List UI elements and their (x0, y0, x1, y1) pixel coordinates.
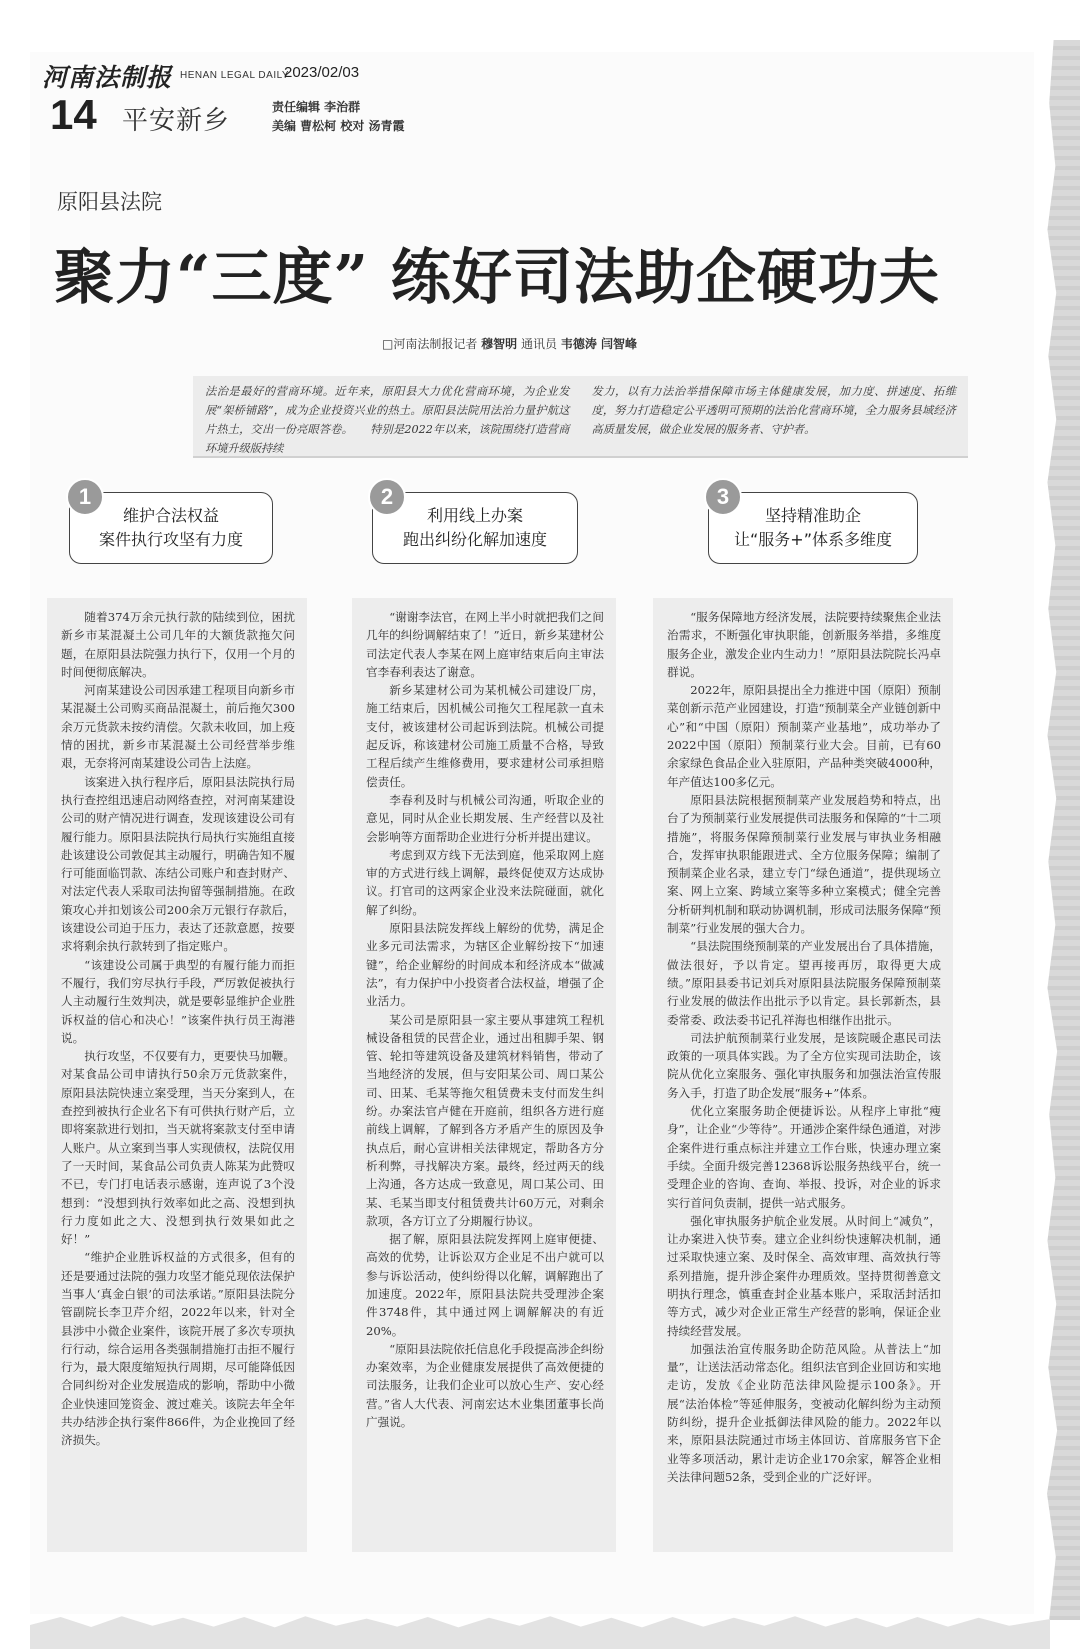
paragraph: 新乡某建材公司为某机械公司建设厂房，施工结束后，因机械公司拖欠工程尾款一直未支付，被该建材公司起诉到法院。机械公司提起反诉，称该建材公司施工质量不合格，导致工程后续产生维修费用，要求建材公司承担赔偿责任。 (366, 683, 604, 789)
article-byline (382, 335, 637, 352)
section-title-line2: 跑出纠纷化解加速度 (402, 530, 547, 549)
paragraph: 优化立案服务助企便捷诉讼。从程序上审批“瘦身”，让企业“少等待”。开通涉企案件绿色通道，对涉企案件进行重点标注并建立工作台账，快速办理立案手续。全面升级完善12368诉讼服务热线平台，统一受理企业的咨询、查询、举报、投诉，对企业的诉求实行首问负责制，提供一站式服务。 (667, 1104, 941, 1210)
lead-box (193, 376, 968, 458)
byline-reporter: 穆智明 (481, 337, 518, 351)
torn-edge-bottom (30, 1609, 1050, 1649)
section-name: 平安新乡 (122, 106, 231, 136)
article-kicker: 原阳县法院 (57, 190, 162, 214)
paragraph: 司法护航预制菜行业发展，是该院暖企惠民司法政策的一项具体实践。为了全方位实现司法助企，该院从优化立案服务、强化审执服务和加强法治宣传服务入手，打造了助企发展“服务+”体系。 (667, 1030, 941, 1100)
section-title-line1: 维护合法权益 (122, 506, 219, 525)
paragraph: “服务保障地方经济发展，法院要持续聚焦企业法治需求，不断强化审执职能，创新服务举措，多维度服务企业，激发企业内生动力！”原阳县法院院长冯卓群说。 (667, 610, 941, 679)
section-title-line1: 坚持精准助企 (764, 506, 861, 525)
issue-date: 2023/02/03 (284, 64, 360, 81)
paragraph: 加强法治宣传服务助企防范风险。从普法上“加量”，让送法活动常态化。组织法官到企业回访和实地走访，发放《企业防范法律风险提示100条》。开展“法治体检”等延伸服务，变被动化解纠纷为主动预防纠纷，提升企业抵御法律风险的能力。2022年以来，原阳县法院通过市场主体回访、首席服务官下企业等多项活动，累计走访企业170余家，解答企业相关法律问题52条，受到企业的广泛好评。 (667, 1341, 941, 1484)
paragraph: “谢谢李法官，在网上半小时就把我们之间几年的纠纷调解结束了！”近日，新乡某建材公司法定代表人李某在网上庭审结束后向主审法官李春利表达了谢意。 (366, 610, 604, 679)
section-title-line2: 案件执行攻坚有力度 (98, 530, 243, 549)
paragraph: 考虑到双方线下无法到庭，他采取网上庭审的方式进行线上调解，最终促使双方达成协议。打官司的这两家企业没来法院碰面，就化解了纠纷。 (366, 847, 604, 917)
editor-line: 责任编辑 李治群 (272, 100, 361, 114)
section-number-badge: 3 (704, 478, 742, 516)
paragraph: 2022年，原阳县提出全力推进中国（原阳）预制菜创新示范产业园建设，打造“预制菜全产业链创新中心”和“中国（原阳）预制菜产业基地”，成功举办了2022中国（原阳）预制菜行业大会。目前，已有60余家绿色食品企业入驻原阳，产品种类突破4000种，年产值达100多亿元。 (667, 683, 941, 789)
article-column-2 (352, 598, 616, 1552)
byline-correspondents: 韦德涛 闫智峰 (560, 337, 638, 351)
paragraph: “该建设公司属于典型的有履行能力而拒不履行，我们穷尽执行手段，严厉敦促被执行人主动履行生效判决，就是要彰显维护企业胜诉权益的信心和决心！”该案件执行员王海港说。 (61, 957, 295, 1045)
lead-right: 发力，以有力法治举措保障市场主体健康发展，加力度、拼速度、拓维度，努力打造稳定公平透明可预期的法治化营商环境，全力服务县域经济高质量发展，做企业发展的服务者、守护者。 (591, 385, 956, 436)
masthead-english: HENAN LEGAL DAILY (180, 70, 290, 81)
editor-credits (272, 98, 405, 136)
paragraph: 该案进入执行程序后，原阳县法院执行局执行查控组迅速启动网络查控，对河南某建设公司的财产情况进行调查，发现该建设公司有履行能力。原阳县法院执行局执行实施组直接赴该建设公司敦促其主动履行，明确告知不履行可能面临罚款、冻结公司账户和查封财产、对法定代表人采取司法拘留等强制措施。在政策攻心并扣划该公司200余万元银行存款后，该建设公司迫于压力，表达了还款意愿，按要求将剩余执行款转到了指定账户。 (61, 774, 295, 954)
section-title-line2: 让“服务+”体系多维度 (734, 530, 892, 549)
paragraph: 某公司是原阳县一家主要从事建筑工程机械设备租赁的民营企业，通过出租脚手架、钢管、轮扣等建筑设备及建筑材料销售，带动了当地经济的发展，但与安阳某公司、周口某公司、田某、毛某等拖欠租赁费未支付而发生纠纷。办案法官卢健在开庭前，组织各方进行庭前线上调解，了解到各方矛盾产生的原因及争执点后，耐心宣讲相关法律规定，帮助各方分析利弊，寻找解决方案。最终，经过两天的线上沟通，各方达成一致意见，周口某公司、田某、毛某当即支付租赁费共计60万元，对剩余款项，各方订立了分期履行协议。 (366, 1012, 604, 1228)
paragraph: “维护企业胜诉权益的方式很多，但有的还是要通过法院的强力攻坚才能兑现依法保护当事人‘真金白银’的司法承诺。”原阳县法院分管副院长李卫芹介绍，2022年以来，针对全县涉中小微企业案件，该院开展了多次专项执行行动，综合运用各类强制措施打击拒不履行行为，最大限度缩短执行周期，尽可能降低因合同纠纷对企业发展造成的影响，帮助中小微企业快速回笼资金、渡过难关。该院去年全年共办结涉企执行案件866件，为企业挽回了经济损失。 (61, 1250, 295, 1448)
paragraph: “原阳县法院依托信息化手段提高涉企纠纷办案效率，为企业健康发展提供了高效便捷的司法服务，让我们企业可以放心生产、安心经营。”省人大代表、河南宏达木业集团董事长尚广强说。 (366, 1341, 604, 1430)
paragraph: 河南某建设公司因承建工程项目向新乡市某混凝土公司购买商品混凝土，前后拖欠300余万元货款未按约清偿。欠款未收回，加上疫情的困扰，新乡市某混凝土公司经营举步维艰，无奈将河南某建设公司告上法庭。 (61, 683, 295, 771)
paragraph: 李春利及时与机械公司沟通，听取企业的意见，同时从企业长期发展、生产经营以及社会影响等方面帮助企业进行分析并提出建议。 (366, 792, 604, 844)
page-number: 14 (50, 91, 97, 138)
paragraph: 据了解，原阳县法院发挥网上庭审便捷、高效的优势，让诉讼双方企业足不出户就可以参与诉讼活动，使纠纷得以化解，调解跑出了加速度。2022年，原阳县法院共受理涉企案件3748件，其中通过网上调解解决的有近20%。 (366, 1232, 604, 1338)
section-title-line1: 利用线上办案 (426, 506, 523, 525)
byline-mid: 通讯员 (521, 337, 558, 351)
lead-left: 法治是最好的营商环境。近年来，原阳县大力优化营商环境，为企业发展“架桥铺路”，成为企业投资兴业的热土。原阳县法院用法治力量护航这片热土，交出一份亮眼答卷。 特别是2022年以来，该院围绕打造营商环境升级版持续 (205, 385, 570, 455)
section-number-badge: 1 (66, 478, 104, 516)
paragraph: 强化审执服务护航企业发展。从时间上“减负”，让办案进入快节奏。建立企业纠纷快速解决机制，通过采取快速立案、及时保全、高效审理、高效执行等系列措施，提升涉企案件办理质效。坚持贯彻善意文明执行理念，慎重查封企业基本账户，采取活封活扣等方式，减少对企业正常生产经营的影响，保证企业持续经营发展。 (667, 1213, 941, 1338)
article-column-1 (47, 598, 307, 1552)
paragraph: 原阳县法院根据预制菜产业发展趋势和特点，出台了为预制菜行业发展提供司法服务和保障的“十二项措施”，将服务保障预制菜行业发展与审执业务相融合，发挥审执职能跟进式、全方位服务保障；编制了预制菜企业名录，建立专门“绿色通道”，提供现场立案、网上立案、跨域立案等多种立案模式；健全完善分析研判机制和联动协调机制，形成司法服务保障“预制菜”行业发展的强大合力。 (667, 792, 941, 936)
masthead-logo: 河南法制报 (42, 63, 173, 92)
designer-line: 美编 曹松柯 校对 汤青霞 (272, 119, 405, 133)
paragraph: 随着374万余元执行款的陆续到位，困扰新乡市某混凝土公司几年的大额货款拖欠问题，在原阳县法院强力执行下，仅用一个月的时间便彻底解决。 (61, 610, 295, 679)
article-column-3 (653, 598, 953, 1552)
torn-edge-right (1036, 40, 1080, 1620)
paragraph: 执行攻坚，不仅要有力，更要快马加鞭。对某食品公司申请执行50余万元货款案件，原阳县法院快速立案受理，当天分案到人，在查控到被执行企业名下有可供执行财产后，立即将案款进行划扣，当天就将案款支付至申请人账户。从立案到当事人实现债权，法院仅用了一天时间，某食品公司负责人陈某为此赞叹不已，专门打电话表示感谢，连声说了3个没想到：“没想到执行效率如此之高、没想到执行力度如此之大、没想到执行效果如此之好！” (61, 1049, 295, 1247)
paragraph: “县法院围绕预制菜的产业发展出台了具体措施，做法很好，予以肯定。望再接再厉，取得更大成绩。”原阳县委书记刘兵对原阳县法院服务保障预制菜行业发展的做法作出批示予以肯定。县长郭新杰，县委常委、政法委书记孔祥海也相继作出批示。 (667, 939, 941, 1027)
paragraph: 原阳县法院发挥线上解纷的优势，满足企业多元司法需求，为辖区企业解纷按下“加速键”，给企业解纷的时间成本和经济成本“做减法”，有力保护中小投资者合法权益，增强了企业活力。 (366, 921, 604, 1009)
byline-prefix: □河南法制报记者 (382, 337, 478, 351)
article-headline: 聚力“三度” 练好司法助企硬功夫 (54, 243, 940, 313)
section-number-badge: 2 (368, 478, 406, 516)
